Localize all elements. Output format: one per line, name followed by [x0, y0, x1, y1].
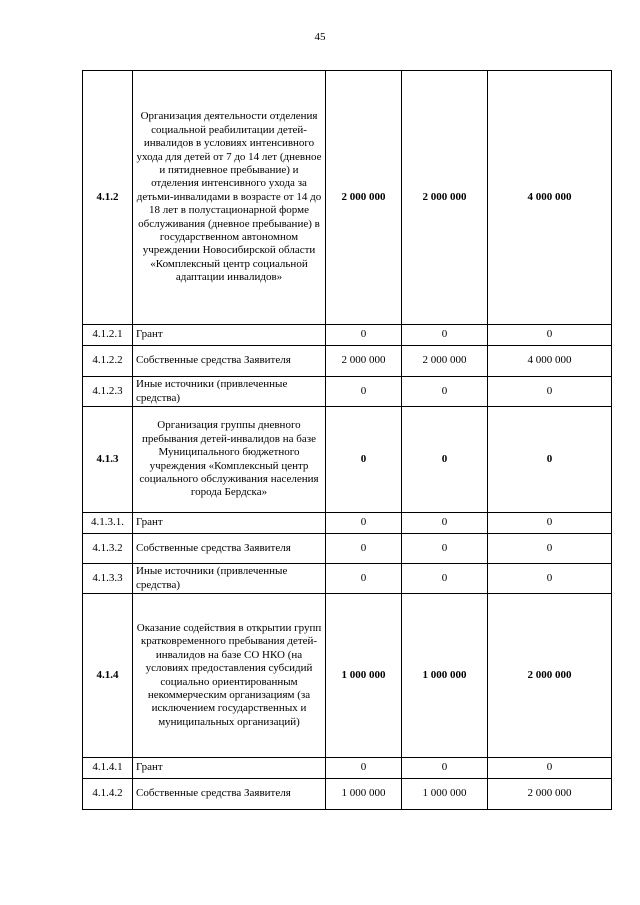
row-value-2: 0	[402, 758, 488, 779]
table-row	[83, 325, 612, 346]
table-row	[83, 534, 612, 564]
row-code: 4.1.4	[83, 594, 133, 758]
row-value-2: 0	[402, 325, 488, 346]
row-total: 0	[488, 564, 612, 594]
table-row	[83, 346, 612, 377]
row-code: 4.1.4.2	[83, 779, 133, 810]
row-total: 2 000 000	[488, 594, 612, 758]
row-code: 4.1.2.1	[83, 325, 133, 346]
row-value-2: 1 000 000	[402, 779, 488, 810]
row-description: Организация группы дневного пребывания детей-инвалидов на базе Муниципального бюджетного учреждения «Комплексный центр социального обслуживания населения города Бердска»	[133, 407, 326, 513]
table-row	[83, 758, 612, 779]
table-row	[83, 779, 612, 810]
row-value-2: 2 000 000	[402, 71, 488, 325]
row-total: 0	[488, 407, 612, 513]
row-value-1: 2 000 000	[326, 71, 402, 325]
row-code: 4.1.3.2	[83, 534, 133, 564]
row-description: Грант	[133, 325, 326, 346]
row-value-1: 0	[326, 564, 402, 594]
row-total: 0	[488, 758, 612, 779]
row-value-1: 1 000 000	[326, 594, 402, 758]
table-row	[83, 71, 612, 325]
row-description: Грант	[133, 513, 326, 534]
row-value-1: 0	[326, 513, 402, 534]
table-row	[83, 594, 612, 758]
row-description: Иные источники (привлеченные средства)	[133, 564, 326, 594]
table-row	[83, 407, 612, 513]
row-value-1: 1 000 000	[326, 779, 402, 810]
row-total: 0	[488, 513, 612, 534]
table-row	[83, 377, 612, 407]
row-code: 4.1.3.3	[83, 564, 133, 594]
row-description: Оказание содействия в открытии групп кратковременного пребывания детей-инвалидов на базе СО НКО (на условиях предоставления субсидий социально ориентированным некоммерческим организациям (за исключением государственных и муниципальных организаций)	[133, 594, 326, 758]
row-value-2: 0	[402, 377, 488, 407]
row-total: 0	[488, 377, 612, 407]
row-code: 4.1.2	[83, 71, 133, 325]
page-number: 45	[314, 31, 326, 43]
row-total: 4 000 000	[488, 71, 612, 325]
row-value-2: 0	[402, 513, 488, 534]
row-code: 4.1.4.1	[83, 758, 133, 779]
table-row	[83, 513, 612, 534]
row-value-1: 0	[326, 325, 402, 346]
row-total: 4 000 000	[488, 346, 612, 377]
row-value-1: 0	[326, 377, 402, 407]
row-value-1: 2 000 000	[326, 346, 402, 377]
row-description: Собственные средства Заявителя	[133, 534, 326, 564]
row-description: Иные источники (привлеченные средства)	[133, 377, 326, 407]
row-description: Организация деятельности отделения социальной реабилитации детей-инвалидов в условиях интенсивного ухода для детей от 7 до 14 лет (дневное и пятидневное пребывание) и отделения интенсивного ухода за детьми-инвалидами в возрасте от 14 до 18 лет в полустационарной форме обслуживания (дневное пребывание) в государственном автономном учреждении Новосибирской области «Комплексный центр социальной адаптации инвалидов»	[133, 71, 326, 325]
row-code: 4.1.3.1.	[83, 513, 133, 534]
row-code: 4.1.2.3	[83, 377, 133, 407]
row-description: Собственные средства Заявителя	[133, 346, 326, 377]
row-value-1: 0	[326, 534, 402, 564]
row-description: Собственные средства Заявителя	[133, 779, 326, 810]
row-description: Грант	[133, 758, 326, 779]
table-row	[83, 564, 612, 594]
row-total: 0	[488, 325, 612, 346]
row-value-1: 0	[326, 407, 402, 513]
row-total: 0	[488, 534, 612, 564]
row-value-2: 1 000 000	[402, 594, 488, 758]
row-code: 4.1.3	[83, 407, 133, 513]
row-value-2: 0	[402, 534, 488, 564]
row-total: 2 000 000	[488, 779, 612, 810]
row-value-1: 0	[326, 758, 402, 779]
row-value-2: 0	[402, 564, 488, 594]
budget-table	[82, 70, 612, 810]
row-value-2: 2 000 000	[402, 346, 488, 377]
row-code: 4.1.2.2	[83, 346, 133, 377]
row-value-2: 0	[402, 407, 488, 513]
